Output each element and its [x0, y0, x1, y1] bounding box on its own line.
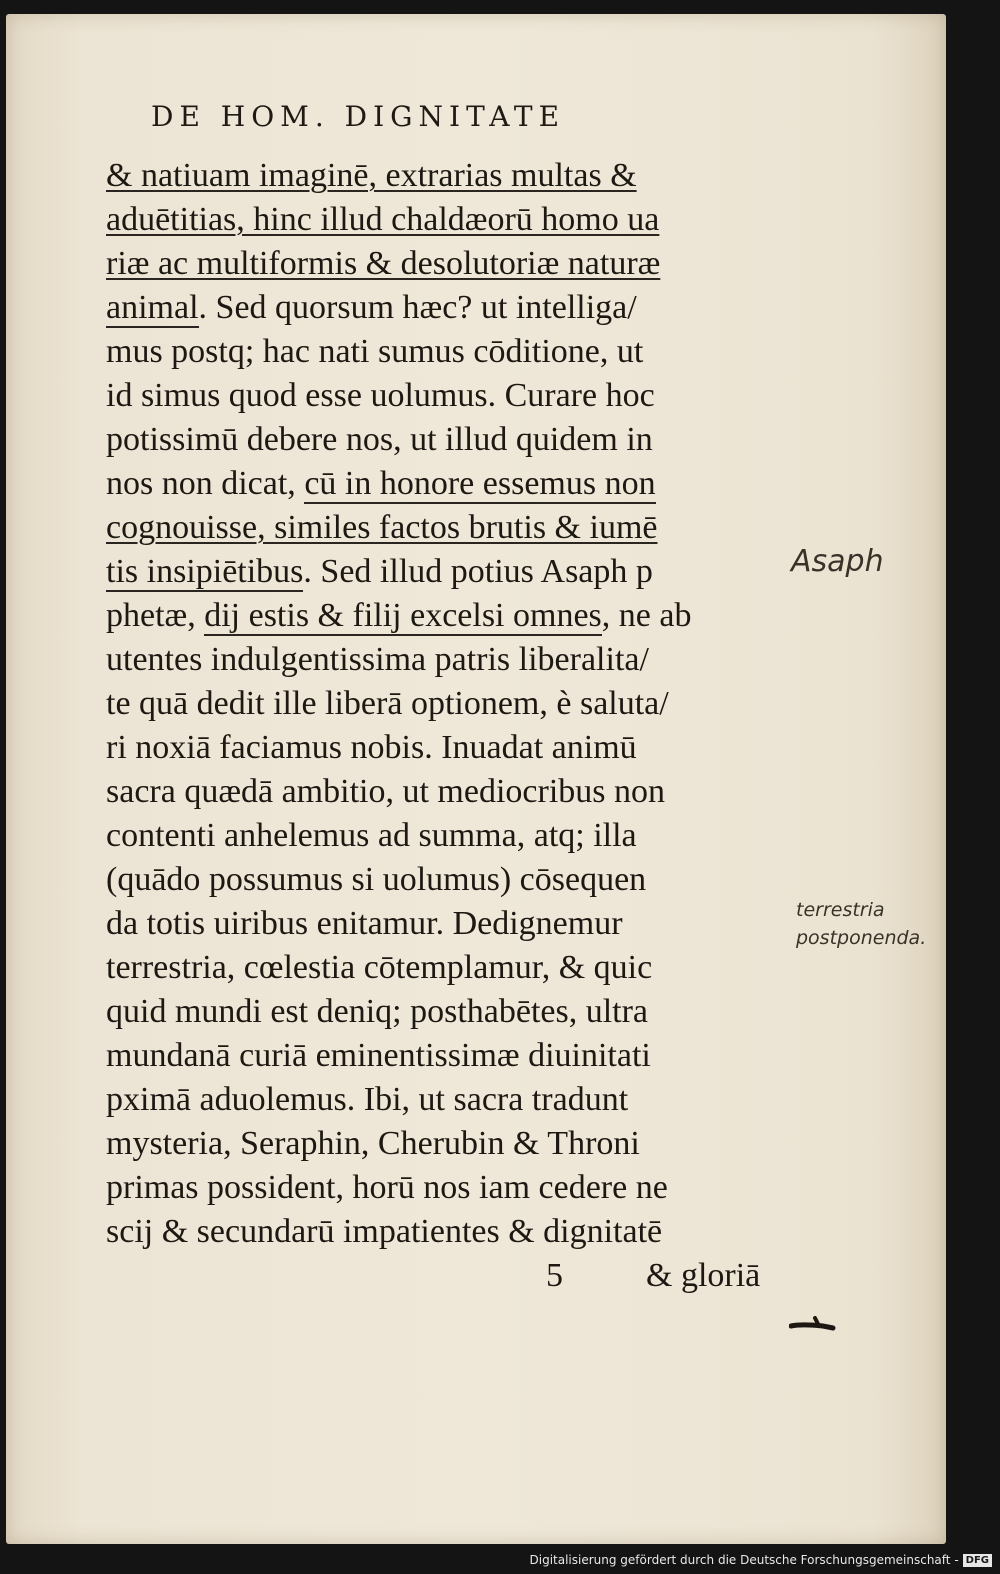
underlined-passage: tis insipiētibus — [106, 553, 304, 590]
text-line: scij & secundarū impatientes & dignitatē — [106, 1213, 663, 1250]
margin-note-line: terrestria — [796, 899, 885, 921]
text-line: & natiuam imaginē, extrarias multas & — [106, 157, 637, 194]
text-line — [106, 286, 796, 330]
text-line: da totis uiribus enitamur. Dedignemur — [106, 905, 623, 942]
text-line: sacra quædā ambitio, ut mediocribus non — [106, 773, 665, 810]
text-line: mus postq; hac nati sumus cōditione, ut — [106, 333, 644, 370]
text-line: potissimū debere nos, ut illud quidem in — [106, 421, 653, 458]
margin-note-asaph: Asaph — [791, 544, 884, 579]
text-span: phetæ, — [106, 597, 205, 634]
text-line: cognouisse, similes factos brutis & iumē — [106, 509, 658, 546]
text-line: pximā aduolemus. Ibi, ut sacra tradunt — [106, 1081, 629, 1118]
text-line — [106, 594, 796, 638]
margin-note-line: postponenda. — [796, 927, 927, 949]
running-head: DE HOM. DIGNITATE — [151, 100, 566, 133]
dfg-logo: DFG — [963, 1554, 992, 1567]
text-line: mundanā curiā eminentissimæ diuinitati — [106, 1037, 651, 1074]
text-line: terrestria, cœlestia cōtemplamur, & quic — [106, 949, 653, 986]
text-line: te quā dedit ille liberā optionem, è saluta/ — [106, 685, 669, 722]
text-span: . Sed quorsum hæc? ut intelliga/ — [198, 289, 637, 326]
underlined-passage: dij estis & filij excelsi omnes — [204, 597, 602, 634]
text-line: ri noxiā faciamus nobis. Inuadat animū — [106, 729, 637, 766]
text-line: quid mundi est deniq; posthabētes, ultra — [106, 993, 649, 1030]
text-line — [106, 550, 796, 594]
text-line: mysteria, Seraphin, Cherubin & Throni — [106, 1125, 640, 1162]
text-block — [106, 154, 796, 1254]
text-span: , ne ab — [601, 597, 692, 634]
text-span: . Sed illud potius Asaph p — [303, 553, 653, 590]
text-line: contenti anhelemus ad summa, atq; illa — [106, 817, 637, 854]
digitization-footer — [0, 1553, 992, 1571]
signature-mark: 5 — [546, 1257, 563, 1294]
text-line: id simus quod esse uolumus. Curare hoc — [106, 377, 655, 414]
text-line: aduētitias, hinc illud chaldæorū homo ua — [106, 201, 660, 238]
catchword: & gloriā — [646, 1257, 761, 1294]
book-page — [6, 14, 946, 1544]
underlined-passage: animal — [106, 289, 199, 326]
underlined-passage: cū in honore essemus non — [304, 465, 656, 502]
manicule-mark-icon — [789, 1312, 839, 1336]
text-line: primas possident, horū nos iam cedere ne — [106, 1169, 668, 1206]
text-line: riæ ac multiformis & desolutoriæ naturæ — [106, 245, 661, 282]
footer-text: Digitalisierung gefördert durch die Deutsche Forschungsgemeinschaft - — [529, 1553, 959, 1567]
text-span: nos non dicat, — [106, 465, 305, 502]
text-line: (quādo possumus si uolumus) cōsequen — [106, 861, 647, 898]
text-line: utentes indulgentissima patris liberalita/ — [106, 641, 649, 678]
text-line — [106, 462, 796, 506]
margin-note-terrestria — [796, 896, 926, 952]
